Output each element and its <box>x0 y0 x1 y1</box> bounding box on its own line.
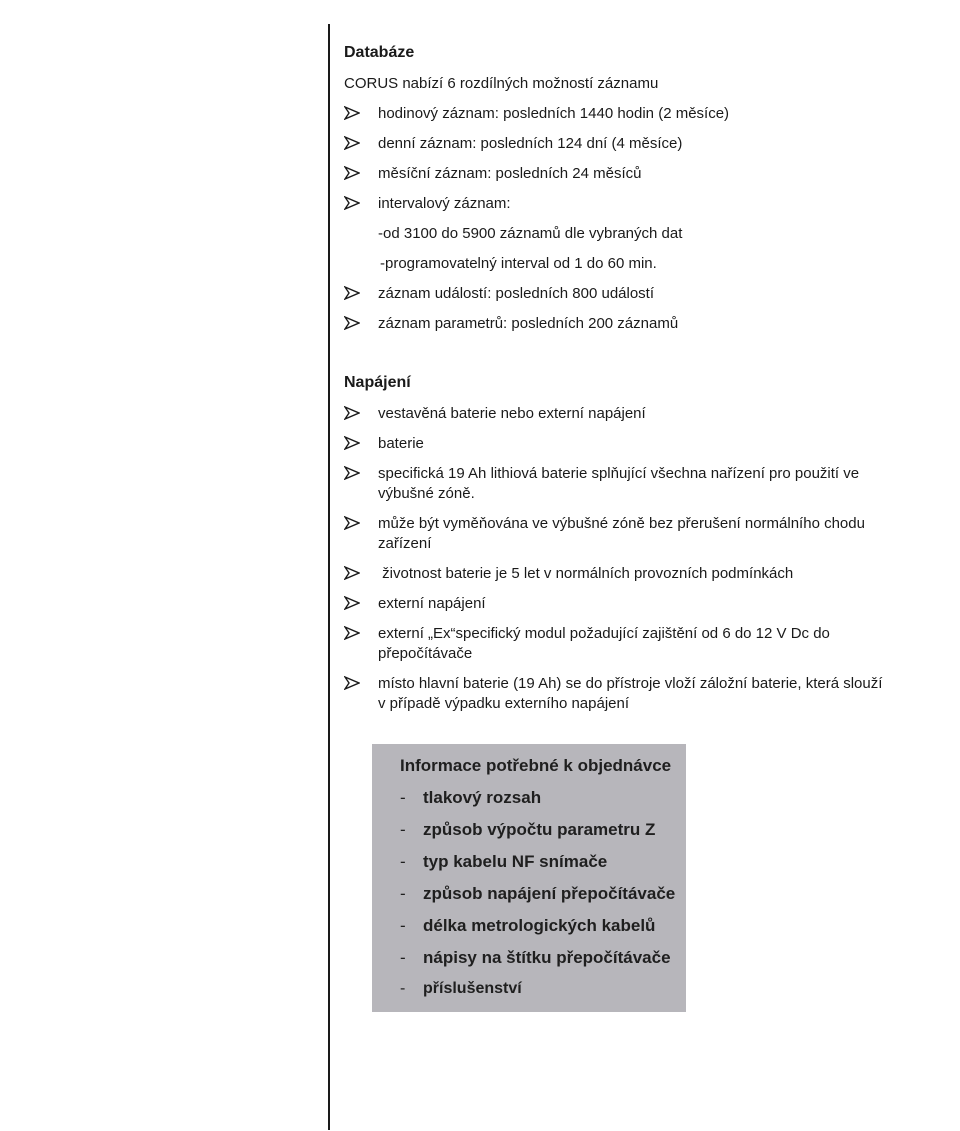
list-item: baterie <box>378 435 424 452</box>
list-item: externí napájení <box>378 595 486 612</box>
arrowhead-bullet-icon <box>344 466 362 484</box>
list-item: záznam parametrů: posledních 200 záznamů <box>378 315 679 332</box>
list-item: intervalový záznam: <box>378 195 511 212</box>
vertical-divider-line <box>328 24 330 1130</box>
list-item: může být vyměňována ve výbušné zóně bez přerušení normálního chodu zařízení <box>378 515 865 552</box>
list-item: vestavěná baterie nebo externí napájení <box>378 405 646 422</box>
list-subitem: -od 3100 do 5900 záznamů dle vybraných dat <box>378 225 683 242</box>
arrowhead-bullet-icon <box>344 166 362 184</box>
list-item: - nápisy na štítku přepočítávače <box>400 948 671 967</box>
arrowhead-bullet-icon <box>344 516 362 534</box>
order-info-box <box>372 744 686 1012</box>
arrowhead-bullet-icon <box>344 676 362 694</box>
databaze-intro: CORUS nabízí 6 rozdílných možností záznamu <box>344 75 659 92</box>
list-subitem: -programovatelný interval od 1 do 60 min. <box>380 255 657 272</box>
list-item: externí „Ex“specifický modul požadující zajištění od 6 do 12 V Dc do přepočítávače <box>378 625 830 662</box>
list-item: místo hlavní baterie (19 Ah) se do přístroje vloží záložní baterie, která slouží v případě výpadku externího napájení <box>378 675 883 712</box>
list-item: hodinový záznam: posledních 1440 hodin (2 měsíce) <box>378 105 730 122</box>
arrowhead-bullet-icon <box>344 566 362 584</box>
list-item: měsíční záznam: posledních 24 měsíců <box>378 165 642 182</box>
arrowhead-bullet-icon <box>344 626 362 644</box>
list-item: - délka metrologických kabelů <box>400 916 656 935</box>
arrowhead-bullet-icon <box>344 286 362 304</box>
arrowhead-bullet-icon <box>344 596 362 614</box>
arrowhead-bullet-icon <box>344 436 362 454</box>
arrowhead-bullet-icon <box>344 316 362 334</box>
list-item: - typ kabelu NF snímače <box>400 852 608 871</box>
list-item: záznam událostí: posledních 800 událostí <box>378 285 655 302</box>
list-item: specifická 19 Ah lithiová baterie splňující všechna nařízení pro použití ve výbušné zóně. <box>378 465 860 502</box>
list-item: - tlakový rozsah <box>400 788 542 807</box>
order-info-title: Informace potřebné k objednávce <box>400 756 672 775</box>
list-item: denní záznam: posledních 124 dní (4 měsíce) <box>378 135 683 152</box>
list-item: - způsob výpočtu parametru Z <box>400 820 656 839</box>
section-heading-databaze: Databáze <box>344 44 415 61</box>
arrowhead-bullet-icon <box>344 406 362 424</box>
section-heading-napajeni: Napájení <box>344 374 411 391</box>
arrowhead-bullet-icon <box>344 106 362 124</box>
arrowhead-bullet-icon <box>344 136 362 154</box>
arrowhead-bullet-icon <box>344 196 362 214</box>
list-item: - příslušenství <box>400 980 522 997</box>
list-item: životnost baterie je 5 let v normálních provozních podmínkách <box>378 565 794 582</box>
list-item: - způsob napájení přepočítávače <box>400 884 676 903</box>
